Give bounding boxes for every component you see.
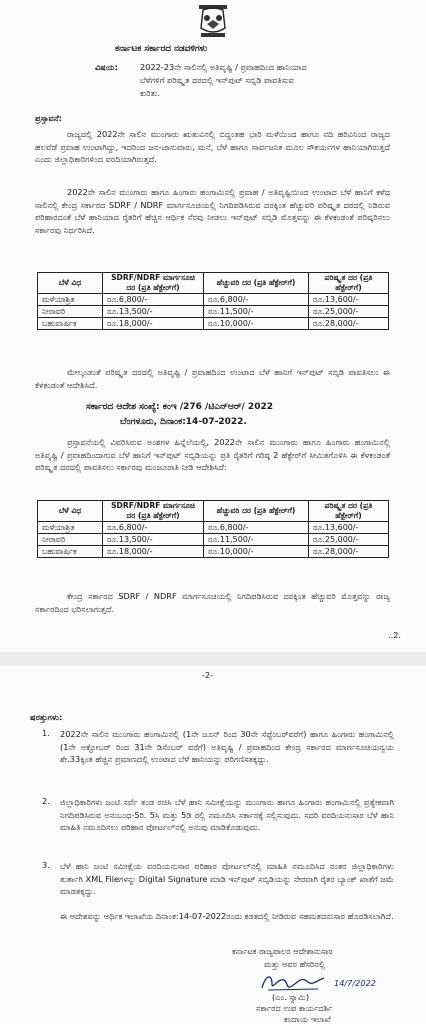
preamble-paragraph-2: 2022ನೇ ಸಾಲಿನ ಮುಂಗಾರು ಹಾಗೂ ಹಿಂಗಾರು ಹಂಗಾಮಿನಲ್ಲಿ ಪ್ರವಾಹ / ಅತಿವೃಷ್ಟಿಯಿಂದ ಉಂಟಾದ ಬೆಳೆ ಹಾನಿಗೆ ಕಳೆದ ಸಾಲಿನಲ್ಲಿ ಕೇಂದ್ರ ಸರ್ಕಾರದ SDRF / NDRF ಮಾರ್ಗಸೂಚಿಯಲ್ಲಿ ನಿಗದಿಪಡಿಸಿರುವ ದರಕ್ಕಿಂತ ಹೆಚ್ಚುವರಿ ಪರಿಷ್ಕೃತ ದರದಲ್ಲಿ ನಿಡಿರುವ ಪರಿಹಾರದಂತೆ ಬೆಳೆ ಹಾನಿಯಾದ ರೈತರಿಗೆ ಹೆಚ್ಚಿನ ಆರ್ಥಿಕ ನೆರವು ನೀಡಲು ಇನ್‌ಪುಟ್ ಸಬ್ಸಿಡಿ ಮೊತ್ತವನ್ನು ಈ ಕೆಳಕಂಡಂತೆ ಪರಿಷ್ಕರಿಸಲು ಸರ್ಕಾರವು ನಿರ್ಧರಿಸಿದೆ. bbox=[35, 187, 390, 235]
order-number: ಸರ್ಕಾರದ ಆದೇಶ ಸಂಖ್ಯೆ: ಕಂಇ /276 /ಟಿಎನ್‌ಆರ್/ 2022 bbox=[86, 402, 273, 412]
column-header: ಪರಿಷ್ಕೃತ ದರ (ಪ್ರತಿ ಹೆಕ್ಟೇರ್‌ಗೆ) bbox=[309, 501, 389, 522]
column-header: SDRF/NDRF ಮಾರ್ಗಸೂಚಿ ದರ (ಪ್ರತಿ ಹೆಕ್ಟೇರ್‌ಗೆ) bbox=[103, 501, 204, 522]
signatory-department: ಕಂದಾಯ ಇಲಾಖೆ bbox=[284, 1014, 331, 1024]
column-header: ಬೆಳೆ ವಿಧ bbox=[38, 273, 103, 294]
table-cell: ರೂ.28,000/- bbox=[309, 318, 389, 330]
table-header-row bbox=[38, 273, 389, 294]
table-cell: ರೂ.6,800/- bbox=[204, 522, 309, 534]
closing-paragraph: ಈ ಆದೇಶವನ್ನು ಆರ್ಥಿಕ ಇಲಾಖೆಯ ದಿನಾಂಕ:14-07-2022ರಂದು ಕಡತದಲ್ಲಿ ನೀಡಿರುವ ಸಹಮತದನುಸಾರ ಹೊರಡಿಸಲಾಗಿದೆ. bbox=[60, 911, 394, 921]
preamble-paragraph-1: ರಾಜ್ಯದಲ್ಲಿ 2022ನೇ ಸಾಲಿನ ಮುಂಗಾರು ಋತುವಿನಲ್ಲಿ ಬಿದ್ದಂತಹ ಭಾರಿ ಮಳೆಯಿಂದ ಹಾಗೂ ನದಿ ಹರಿವಿನಿಂದ ರಾಜ್ಯದ ಹಲವೆಡೆ ಪ್ರವಾಹ ಉಂಟಾಗಿದ್ದು, ಇದರಿಂದ ಜನ-ಜಾನುವಾರು, ಮನೆ, ಬೆಳೆ ಹಾಗೂ ಸಾರ್ವಜನಿಕ ಮೂಲ ಸೌಕರ್ಯಗಳ ಹಾನಿಯಾಗಿರುತ್ತದೆ ಎಂದು ಜಿಲ್ಲಾಧಿಕಾರಿಗಳಿಂದ ವರದಿಯಾಗಿರುತ್ತದೆ. bbox=[35, 129, 390, 165]
state-emblem-icon bbox=[193, 2, 233, 40]
table-cell: ನೀರಾವರಿ bbox=[38, 534, 103, 546]
table-cell: ರೂ.25,000/- bbox=[309, 306, 389, 318]
subject-line-1: 2022-23ನೇ ಸಾಲಿನಲ್ಲಿ ಅತಿವೃಷ್ಟಿ / ಪ್ರವಾಹದಿಂದ ಹಾನಿಯಾದ bbox=[140, 62, 307, 72]
table-row bbox=[38, 534, 389, 546]
table-cell: ರೂ.11,500/- bbox=[204, 306, 309, 318]
list-number: 1. bbox=[42, 728, 50, 738]
signatory-designation: ಸರ್ಕಾರದ ಉಪ ಕಾರ್ಯದರ್ಶಿ bbox=[256, 1003, 333, 1013]
conditions-title: ಷರತ್ತುಗಳು: bbox=[30, 712, 63, 722]
document-page-2 bbox=[0, 666, 426, 1024]
order-place-date: ಬೆಂಗಳೂರು, ದಿನಾಂಕ:14-07-2022. bbox=[120, 417, 247, 427]
table-row bbox=[38, 294, 389, 306]
table-cell: ರೂ.6,800/- bbox=[103, 294, 204, 306]
rates-table-1 bbox=[37, 272, 389, 330]
table-cell: ರೂ.13,600/- bbox=[309, 522, 389, 534]
signature-line-1: ಕರ್ನಾಟಕ ರಾಜ್ಯಪಾಲರ ಆದೇಶಾನುಸಾರ bbox=[232, 946, 333, 956]
table-cell: ನೀರಾವರಿ bbox=[38, 306, 103, 318]
table-cell: ರೂ.18,000/- bbox=[103, 546, 204, 558]
table-cell: ಬಹುವಾರ್ಷಿಕ bbox=[38, 546, 103, 558]
condition-2: ಜಿಲ್ಲಾಧಿಕಾರಿಗಳು ಜಂಟಿ ಸರ್ವೆ ತಂಡ ರಚಿಸಿ ಬೆಳೆ ಹಾನಿ ಸಮೀಕ್ಷೆಯನ್ನು ಮುಂಗಾರು ಹಾಗೂ ಹಿಂಗಾರು ಹಂಗಾಮಿನಲ್ಲಿ ಪ್ರತ್ಯೇಕವಾಗಿ ನಿಗದಿಪಡಿಸಿರುವ ಅನುಬಂಧ-5ರಿ. 5ಸಿ ಮತ್ತು 5ಡಿ ರಲ್ಲಿ ನಮೂದಿಸಿ ಸರ್ಕಾರಕ್ಕೆ ಸಲ್ಲಿಸುವುದು. ಸದರಿ ವರದಿಯನುಸಾರ ಬೆಳೆ ಹಾನಿ ಮಾಹಿತಿ ನಮೂದಿಸಲು ಪರಿಹಾರ ಪೋರ್ಟಲ್‌ನಲ್ಲಿ ಅನುವು ಮಾಡಿಕೊಡುವುದು. bbox=[60, 797, 394, 833]
signature-line-2: ಮತ್ತು ಅವರ ಹೆಸರಿನಲ್ಲಿ bbox=[264, 959, 326, 969]
table-cell: ಬಹುವಾರ್ಷಿಕ bbox=[38, 318, 103, 330]
order-paragraph: ಪ್ರಸ್ತಾವನೆಯಲ್ಲಿ ವಿವರಿಸಿರುವ ಅಂಶಗಳ ಹಿನ್ನೆಲೆಯಲ್ಲಿ, 2022ನೇ ಸಾಲಿನ ಮುಂಗಾರು ಹಾಗೂ ಹಿಂಗಾರು ಹಂಗಾಮಿನಲ್ಲಿ ಅತಿವೃಷ್ಟಿ / ಪ್ರವಾಹದಿಂದಾಗುವ ಬೆಳೆ ಹಾನಿಗೆ ಇನ್‌ಪುಟ್ ಸಬ್ಸಿಡಿಯನ್ನು ಪ್ರತಿ ರೈತರಿಗೆ ಗರಿಷ್ಠ 2 ಹೆಕ್ಟೇರ್‌ಗೆ ಸೀಮಿತಗೊಳಿಸಿ ಈ ಕೆಳಕಂಡಂತೆ ಪರಿಷ್ಕೃತ ದರದಲ್ಲಿ ಪಾವತಿಸಲು ಸರ್ಕಾರವು ಮಂಜೂರಾತಿ ನೀಡಿ ಆದೇಶಿಸಿದೆ: bbox=[35, 437, 390, 473]
page-separator bbox=[0, 652, 426, 666]
rates-table-2 bbox=[37, 500, 389, 558]
column-header: SDRF/NDRF ಮಾರ್ಗಸೂಚಿ ದರ (ಪ್ರತಿ ಹೆಕ್ಟೇರ್‌ಗೆ) bbox=[103, 273, 204, 294]
list-number: 2. bbox=[42, 796, 50, 806]
table-row bbox=[38, 306, 389, 318]
table-cell: ಮಳೆಯಾಶ್ರಿತ bbox=[38, 522, 103, 534]
table-cell: ರೂ.25,000/- bbox=[309, 534, 389, 546]
table-cell: ಮಳೆಯಾಶ್ರಿತ bbox=[38, 294, 103, 306]
list-number: 3. bbox=[42, 860, 50, 870]
table-cell: ರೂ.6,800/- bbox=[103, 522, 204, 534]
order-paragraph-2: ಕೇಂದ್ರ ಸರ್ಕಾರದ SDRF / NDRF ಮಾರ್ಗಸೂಚಿಯಲ್ಲಿ ನಿಗದಿಪಡಿಸಿರುವ ದರಕ್ಕಿಂತ ಹೆಚ್ಚುವರಿ ಮೊತ್ತವನ್ನು ರಾಜ್ಯ ಸರ್ಕಾರದಿಂದ ಭರಿಸಲಾಗುತ್ತದೆ. bbox=[35, 591, 390, 614]
table-cell: ರೂ.13,500/- bbox=[103, 306, 204, 318]
condition-1: 2022ನೇ ಸಾಲಿನ ಮುಂಗಾರು ಹಂಗಾಮಿನಲ್ಲಿ (1ನೇ ಜೂನ್ ರಿಂದ 30ನೇ ಸೆಪ್ಟೆಂಬರ್‌ವರೆಗೆ) ಹಾಗೂ ಹಿಂಗಾರು ಹಂಗಾಮಿನಲ್ಲಿ (1ನೇ ಅಕ್ಟೋಬರ್ ರಿಂದ 31ನೇ ಡಿಸೆಂಬರ್ ವರೆಗೆ) ಅತಿವೃಷ್ಟಿ / ಪ್ರವಾಹದಿಂದ ಕೇಂದ್ರ ಸರ್ಕಾರದ ಮಾರ್ಗಸೂಚಿಯನ್ವಯ ಶೇ.33ಕ್ಕಿಂತ ಹೆಚ್ಚಿನ ಪ್ರಮಾಣದಲ್ಲಿ ಉಂಟಾದ ಬೆಳೆ ಹಾನಿಯನ್ನು ಪರಿಗಣಿಸತಕ್ಕದ್ದು. bbox=[60, 729, 394, 765]
subject-label: ವಿಷಯ: bbox=[95, 62, 118, 72]
table-row bbox=[38, 318, 389, 330]
subject-line-2: ಬೆಳೆಗಳಿಗೆ ಪರಿಷ್ಕೃತ ದರದಲ್ಲಿ ಇನ್‌ಪುಟ್ ಸಬ್ಸಿಡಿ ಪಾವತಿಸುವ bbox=[140, 75, 294, 85]
table-cell: ರೂ.10,000/- bbox=[204, 546, 309, 558]
table-cell: ರೂ.13,600/- bbox=[309, 294, 389, 306]
page-continuation-marker: ..2. bbox=[388, 630, 402, 640]
document-header: ಕರ್ನಾಟಕ ಸರ್ಕಾರದ ನಡವಳಿಗಳು bbox=[115, 44, 208, 54]
signatory-name: (ಎಂ. ಸ್ವಾಮಿ) bbox=[272, 992, 310, 1002]
table-row bbox=[38, 522, 389, 534]
column-header: ಬೆಳೆ ವಿಧ bbox=[38, 501, 103, 522]
table-header-row bbox=[38, 501, 389, 522]
table-cell: ರೂ.13,500/- bbox=[103, 534, 204, 546]
table-cell: ರೂ.18,000/- bbox=[103, 318, 204, 330]
signature-date: 14/7/2022 bbox=[334, 978, 376, 988]
column-header: ಪರಿಷ್ಕೃತ ದರ (ಪ್ರತಿ ಹೆಕ್ಟೇರ್‌ಗೆ) bbox=[309, 273, 389, 294]
table-cell: ರೂ.10,000/- bbox=[204, 318, 309, 330]
preamble-title: ಪ್ರಸ್ತಾವನೆ: bbox=[35, 113, 62, 123]
condition-3: ಬೆಳೆ ಹಾನಿ ಜಂಟಿ ಸಮೀಕ್ಷೆಯ ವರದಿಯನುಸಾರ ಪರಿಹಾರ ಪೋರ್ಟಲ್‌ನಲ್ಲಿ ಮಾಹಿತಿ ನಮೂದಿಸಿದ ನಂತರ ಜಿಲ್ಲಾಧಿಕಾರಿಗಳು ತುರ್ತಾಗಿ XML Fileಗಳನ್ನು Digital Signature ಮಾಡಿ ಇನ್‌ಪುಟ್ ಸಬ್ಸಿಡಿಯನ್ನು ನೇರವಾಗಿ ರೈತರ ಬ್ಯಾಂಕ್ ಖಾತೆಗೆ ಜಮೆ ಮಾಡತಕ್ಕದ್ದು. bbox=[60, 861, 394, 897]
page-number: -2- bbox=[202, 670, 214, 680]
table-cell: ರೂ.6,800/- bbox=[204, 294, 309, 306]
column-header: ಹೆಚ್ಚುವರಿ ದರ (ಪ್ರತಿ ಹೆಕ್ಟೇರ್‌ಗೆ) bbox=[204, 273, 309, 294]
column-header: ಹೆಚ್ಚುವರಿ ದರ (ಪ್ರತಿ ಹೆಕ್ಟೇರ್‌ಗೆ) bbox=[204, 501, 309, 522]
subject-line-3: ಕುರಿತು. bbox=[140, 88, 161, 98]
table-row bbox=[38, 546, 389, 558]
table-cell: ರೂ.28,000/- bbox=[309, 546, 389, 558]
signature-scribble-icon bbox=[258, 970, 328, 994]
table-cell: ರೂ.11,500/- bbox=[204, 534, 309, 546]
preamble-paragraph-3: ಮೇಲ್ಕಂಡಂತೆ ಪರಿಷ್ಕೃತ ದರದಲ್ಲಿ ಅತಿವೃಷ್ಟಿ / ಪ್ರವಾಹದಿಂದ ಉಂಟಾದ ಬೆಳೆ ಹಾನಿಗೆ ಇನ್‌ಪುಟ್ ಸಬ್ಸಿಡಿ ಪಾವತಿಸಲು ಈ ಕೆಳಕಂಡಂತೆ ಆದೇಶಿಸಿದೆ. bbox=[35, 367, 390, 390]
